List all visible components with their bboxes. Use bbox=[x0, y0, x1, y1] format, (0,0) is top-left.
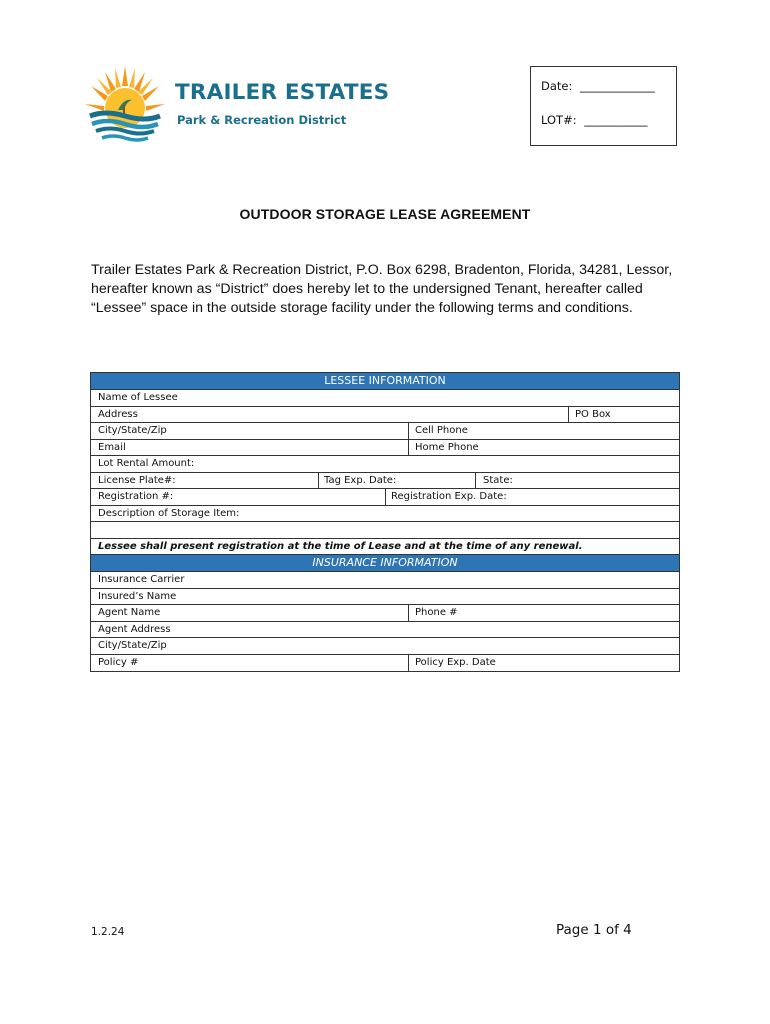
form-row bbox=[91, 605, 679, 622]
agent-city-state-zip-field[interactable]: City/State/Zip bbox=[98, 640, 167, 651]
form-row bbox=[91, 390, 679, 407]
lot-rental-field[interactable]: Lot Rental Amount: bbox=[98, 458, 195, 469]
address-field[interactable]: Address bbox=[98, 408, 138, 420]
form-row bbox=[91, 506, 679, 523]
divider bbox=[408, 423, 409, 439]
insurance-carrier-field[interactable]: Insurance Carrier bbox=[98, 574, 185, 585]
lot-row bbox=[541, 113, 648, 127]
registration-note: Lessee shall present registration at the time of Lease and at the time of any renewal. bbox=[98, 540, 583, 552]
divider bbox=[318, 473, 319, 489]
insurance-section-header: INSURANCE INFORMATION bbox=[91, 555, 679, 572]
city-state-zip-field[interactable]: City/State/Zip bbox=[98, 425, 167, 436]
tag-exp-field[interactable]: Tag Exp. Date: bbox=[324, 474, 397, 486]
cell-phone-field[interactable]: Cell Phone bbox=[415, 425, 468, 436]
date-blank[interactable]: _____________ bbox=[580, 79, 655, 93]
form-row bbox=[91, 456, 679, 473]
storage-description-field[interactable]: Description of Storage Item: bbox=[98, 507, 240, 519]
lessee-section-header: LESSEE INFORMATION bbox=[91, 373, 679, 390]
registration-exp-field[interactable]: Registration Exp. Date: bbox=[391, 491, 507, 502]
version-number: 1.2.24 bbox=[91, 926, 125, 938]
divider bbox=[408, 440, 409, 456]
home-phone-field[interactable]: Home Phone bbox=[415, 441, 479, 453]
form-row bbox=[91, 572, 679, 589]
form-row bbox=[91, 539, 679, 556]
logo-subtitle: Park & Recreation District bbox=[177, 113, 347, 127]
form-row bbox=[91, 489, 679, 506]
insured-name-field[interactable]: Insured’s Name bbox=[98, 590, 177, 602]
lease-form-table bbox=[90, 372, 680, 672]
divider bbox=[568, 407, 569, 423]
form-row bbox=[91, 473, 679, 490]
form-row bbox=[91, 440, 679, 457]
agent-address-field[interactable]: Agent Address bbox=[98, 623, 171, 635]
date-lot-box bbox=[530, 66, 677, 146]
form-row-blank[interactable] bbox=[91, 522, 679, 539]
policy-number-field[interactable]: Policy # bbox=[98, 656, 139, 668]
intro-paragraph: Trailer Estates Park & Recreation District, P.O. Box 6298, Bradenton, Florida, 34281, Lessor, hereafter known as “District” does hereby let to the undersigned Tenant, hereafter called “Lessee” space in the outside storage facility under the following terms and conditions. bbox=[91, 262, 673, 316]
document-title: OUTDOOR STORAGE LEASE AGREEMENT bbox=[239, 206, 531, 222]
sun-wave-logo-icon bbox=[80, 58, 170, 144]
email-field[interactable]: Email bbox=[98, 441, 126, 453]
po-box-field[interactable]: PO Box bbox=[575, 408, 611, 420]
lessee-name-field[interactable]: Name of Lessee bbox=[98, 392, 178, 403]
form-row bbox=[91, 589, 679, 606]
registration-field[interactable]: Registration #: bbox=[98, 491, 174, 502]
license-plate-field[interactable]: License Plate#: bbox=[98, 474, 176, 486]
policy-exp-field[interactable]: Policy Exp. Date bbox=[415, 656, 496, 668]
divider bbox=[408, 605, 409, 621]
form-row bbox=[91, 423, 679, 440]
agent-name-field[interactable]: Agent Name bbox=[98, 607, 161, 618]
divider bbox=[408, 655, 409, 672]
district-logo bbox=[80, 58, 390, 144]
lot-label: LOT#: bbox=[541, 113, 577, 127]
form-row bbox=[91, 407, 679, 424]
date-label: Date: bbox=[541, 79, 573, 93]
lot-blank[interactable]: ___________ bbox=[584, 113, 648, 127]
form-row bbox=[91, 655, 679, 672]
divider bbox=[475, 473, 476, 489]
form-row bbox=[91, 638, 679, 655]
page-number: Page 1 of 4 bbox=[556, 922, 632, 938]
form-row bbox=[91, 622, 679, 639]
date-row bbox=[541, 79, 655, 93]
state-field[interactable]: State: bbox=[483, 474, 513, 486]
divider bbox=[385, 489, 386, 505]
logo-name: TRAILER ESTATES bbox=[175, 80, 390, 105]
agent-phone-field[interactable]: Phone # bbox=[415, 607, 458, 618]
